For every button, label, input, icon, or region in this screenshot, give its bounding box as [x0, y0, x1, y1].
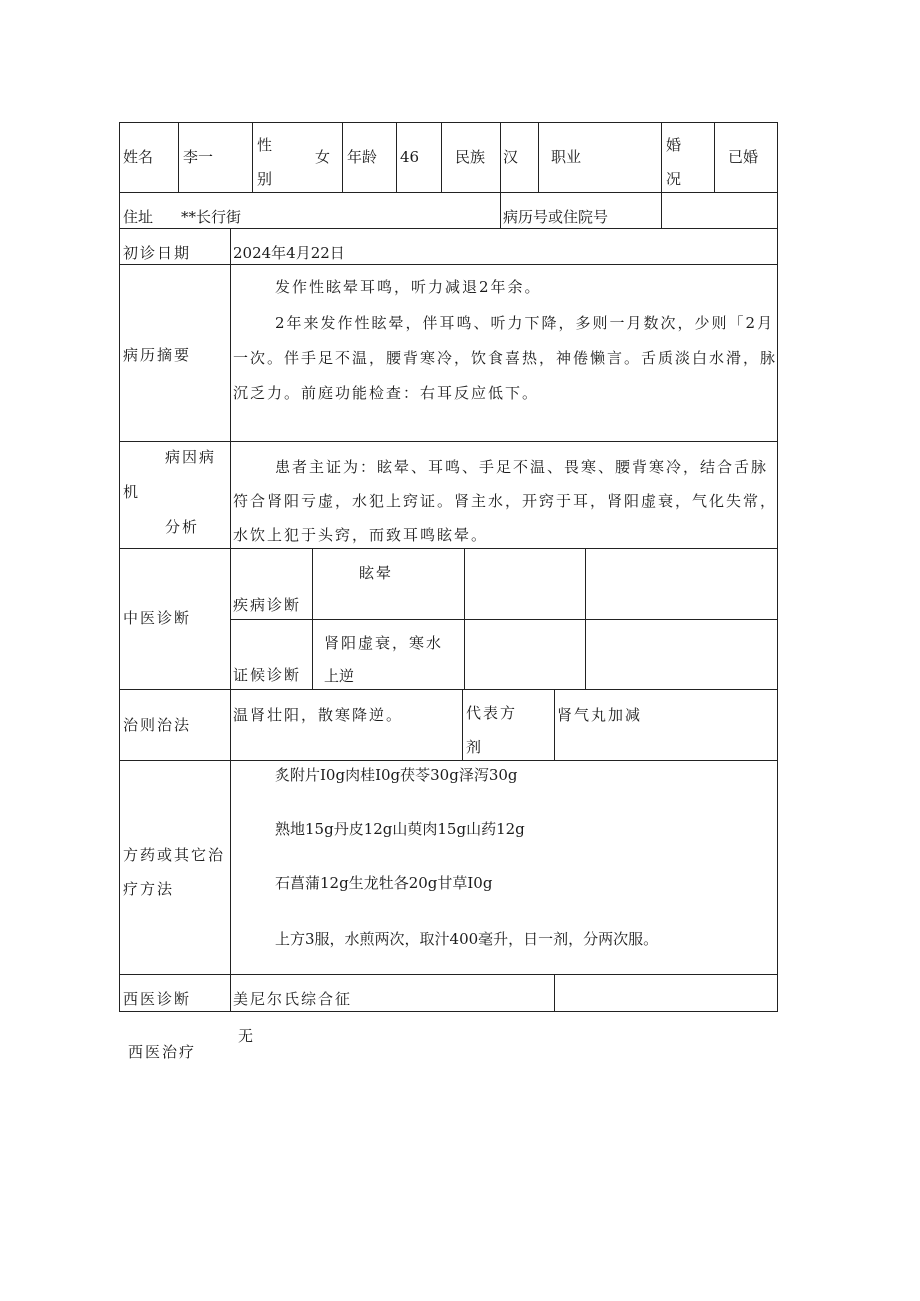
first-visit-date: 2024年4月22日 [233, 244, 345, 262]
etiology-label: 机 [123, 483, 139, 501]
grid-line [554, 974, 555, 1011]
syndrome-diagnosis-value: 上逆 [324, 667, 355, 685]
marital-label-bottom: 况 [666, 170, 682, 188]
grid-line [538, 122, 539, 192]
grid-line [119, 1011, 778, 1012]
grid-line [464, 548, 465, 689]
etiology-label: 分析 [165, 518, 200, 536]
grid-line [119, 974, 778, 975]
ethnicity-label: 民族 [455, 148, 486, 166]
etiology-line: 水饮上犯于头窍，而致耳鸣眩晕。 [233, 526, 489, 544]
gender-value: 女 [315, 148, 331, 166]
occupation-label: 职业 [551, 148, 582, 166]
grid-line [777, 122, 778, 1012]
etiology-line: 患者主证为：眩晕、耳鸣、手足不温、畏寒、腰背寒冷，结合舌脉 [275, 458, 769, 476]
name-label: 姓名 [123, 148, 154, 166]
address-value: **长行街 [181, 208, 242, 226]
summary-line: 发作性眩晕耳鸣，听力减退2年余。 [275, 278, 542, 296]
disease-diagnosis-value: 眩晕 [359, 564, 394, 582]
grid-line [554, 689, 555, 760]
ethnicity-value: 汉 [503, 148, 519, 166]
formula-label: 代表方 [466, 704, 518, 722]
grid-line [500, 122, 501, 192]
grid-line [119, 689, 778, 690]
tcm-diagnosis-label: 中医诊断 [123, 609, 192, 627]
record-number-label: 病历号或住院号 [503, 208, 609, 226]
grid-line [312, 548, 313, 689]
grid-line [342, 122, 343, 192]
gender-label-top: 性 [257, 136, 273, 154]
formula-label: 剂 [466, 738, 482, 756]
prescription-line: 石菖蒲12g生龙牡各20g甘草I0g [275, 874, 493, 892]
grid-line [661, 122, 662, 192]
prescription-line: 上方3服，水煎两次，取汁400毫升，日一剂，分两次服。 [275, 930, 659, 948]
grid-line [230, 228, 231, 1012]
etiology-line: 符合肾阳亏虚，水犯上窍证。肾主水，开窍于耳，肾阳虚衰，气化失常， [233, 492, 778, 510]
grid-line [252, 122, 253, 192]
grid-line [585, 548, 586, 689]
grid-line [661, 192, 662, 228]
grid-line [119, 548, 778, 549]
grid-line [441, 122, 442, 192]
western-treatment-label: 西医治疗 [128, 1043, 197, 1061]
age-label: 年龄 [347, 148, 378, 166]
prescription-label: 疗方法 [123, 880, 175, 898]
western-treatment-value: 无 [238, 1027, 254, 1045]
summary-line: 沉乏力。前庭功能检查：右耳反应低下。 [233, 384, 540, 402]
grid-line [119, 760, 778, 761]
gender-label-bottom: 别 [257, 170, 273, 188]
marital-label-top: 婚 [666, 136, 682, 154]
summary-label: 病历摘要 [123, 346, 192, 364]
disease-diagnosis-label: 疾病诊断 [233, 596, 302, 614]
prescription-line: 炙附片I0g肉桂I0g茯苓30g泽泻30g [275, 766, 518, 784]
grid-line [178, 122, 179, 192]
grid-line [119, 122, 778, 123]
grid-line [396, 122, 397, 192]
treatment-principle-label: 治则治法 [123, 716, 192, 734]
grid-line [119, 192, 778, 193]
grid-line [119, 264, 778, 265]
grid-line [119, 122, 120, 1012]
prescription-line: 熟地15g丹皮12g山萸肉15g山药12g [275, 820, 525, 838]
address-label: 住址 [123, 208, 154, 226]
summary-line: 一次。伴手足不温，腰背寒冷，饮食喜热，神倦懒言。舌质淡白水滑，脉 [233, 349, 778, 367]
grid-line [119, 441, 778, 442]
grid-line [500, 192, 501, 228]
western-diagnosis-label: 西医诊断 [123, 990, 192, 1008]
etiology-label: 病因病 [165, 448, 217, 466]
age-value: 46 [400, 148, 420, 166]
formula-value: 肾气丸加减 [557, 706, 643, 724]
treatment-principle-value: 温肾壮阳，散寒降逆。 [233, 706, 404, 724]
summary-line: 2年来发作性眩晕，伴耳鸣、听力下降，多则一月数次，少则「2月 [275, 314, 775, 332]
prescription-label: 方药或其它治 [123, 846, 226, 864]
grid-line [714, 122, 715, 192]
marital-value: 已婚 [728, 148, 759, 166]
name-value: 李一 [183, 148, 214, 166]
grid-line [119, 228, 778, 229]
syndrome-diagnosis-label: 证候诊断 [233, 666, 302, 684]
western-diagnosis-value: 美尼尔氏综合征 [233, 990, 353, 1008]
grid-line [462, 689, 463, 760]
syndrome-diagnosis-value: 肾阳虚衰，寒水 [324, 634, 444, 652]
first-visit-label: 初诊日期 [123, 244, 192, 262]
